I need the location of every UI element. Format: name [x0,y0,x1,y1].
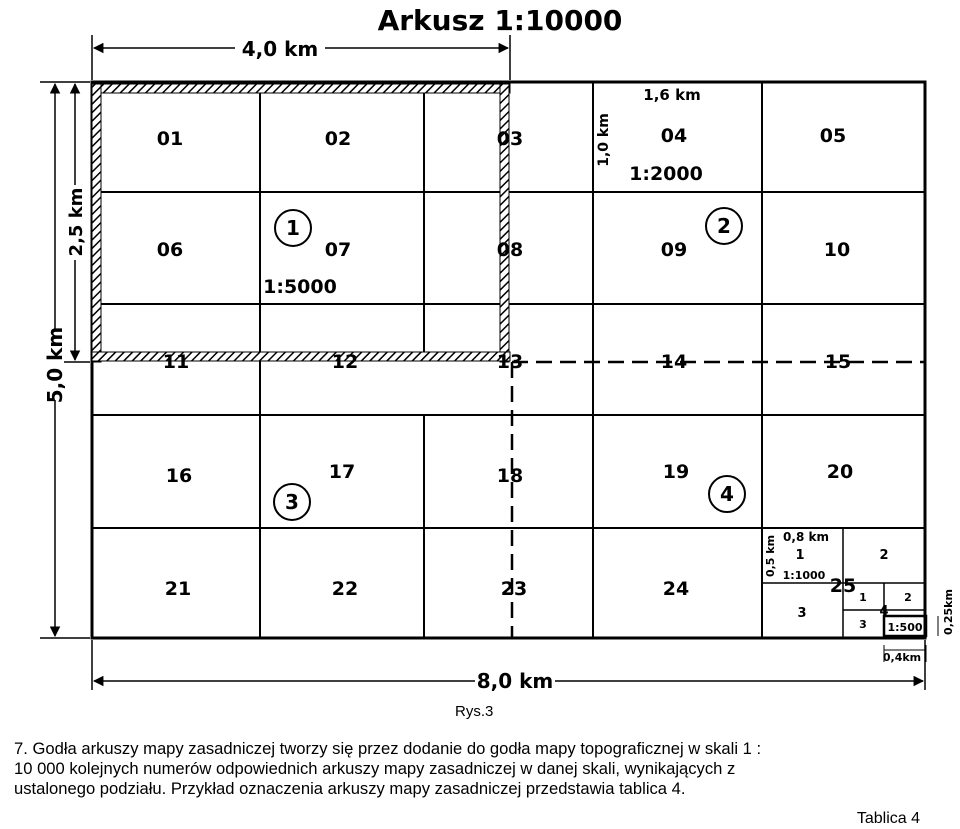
sheet-number: 20 [826,461,854,483]
sheet-number: 06 [156,239,184,261]
paragraph-line-3: ustalonego podziału. Przykład oznaczenia arkuszy mapy zasadniczej przedstawia tablica 4. [14,779,686,798]
sheet-number: 22 [331,578,359,600]
sheet-number: 19 [662,461,690,483]
paragraph-line-2: 10 000 kolejnych numerów odpowiednich arkuszy mapy zasadniczej w danej skali, wynikających z [14,759,736,778]
sheet-number: 18 [496,465,524,487]
sheet-number: 05 [819,125,847,147]
sheet-number: 16 [165,465,193,487]
sheet-number: 11 [162,351,190,373]
sheet-number: 04 [660,125,688,147]
sheet-number: 07 [324,239,352,261]
body-paragraph [14,739,944,799]
small-sheet-number: 3 [859,618,867,631]
small-height-label: 0,25km [942,589,955,635]
sheet-width-label: 1,6 km [643,86,701,104]
sheet-number: 21 [164,578,192,600]
quadrant-label-1: 1 [286,216,300,240]
diagram-title: Arkusz 1:10000 [377,4,623,37]
sheet-number: 17 [328,461,356,483]
subsheet-width-label: 0,8 km [783,530,829,544]
quadrant-label-3: 3 [285,490,299,514]
subsheet-number: 1 [795,548,805,563]
dim-left-outer-label: 5,0 km [43,326,67,404]
sheet-number: 25 [829,575,857,597]
sheet-number: 23 [500,578,528,600]
sheet-number: 01 [156,128,184,150]
paragraph-line-1: 7. Godła arkuszy mapy zasadniczej tworzy się przez dodanie do godła mapy topograficznej w skali 1 : [14,739,762,758]
quadrant-label-2: 2 [717,214,731,238]
sheet-number: 09 [660,239,688,261]
sheet-number: 13 [496,351,524,373]
small-width-label: 0,4km [882,651,922,664]
small-sheet-number: 1 [859,591,867,604]
sheet-number: 12 [331,351,359,373]
small-scale-label: 1:500 [887,621,923,634]
dim-top-label: 4,0 km [241,37,319,61]
dim-bottom-label: 8,0 km [476,669,554,693]
sheet-number: 24 [662,578,690,600]
sheet-scale-label: 1:2000 [629,163,703,185]
sheet-number: 02 [324,128,352,150]
sheet-height-label: 1,0 km [596,113,612,167]
subsheet-number: 3 [797,606,807,621]
subsheet-number: 2 [879,548,889,563]
small-sheet-number: 2 [904,591,912,604]
dim-left-inner-label: 2,5 km [66,187,87,257]
subsheet-height-label: 0,5 km [764,534,777,578]
sheet-number: 10 [823,239,851,261]
subsheet-scale-label: 1:1000 [782,569,826,582]
sheet-number: 14 [660,351,688,373]
sheet-number: 15 [824,351,852,373]
quadrant-label-4: 4 [720,482,734,506]
quadrant-1-hatched-border [92,84,510,362]
quadrant-scale-label: 1:5000 [263,276,337,298]
sheet-number: 08 [496,239,524,261]
table-reference: Tablica 4 [856,810,920,827]
figure-caption: Rys.3 [455,703,494,720]
subsheet-number: 4 [879,604,889,619]
sheet-number: 03 [496,128,524,150]
